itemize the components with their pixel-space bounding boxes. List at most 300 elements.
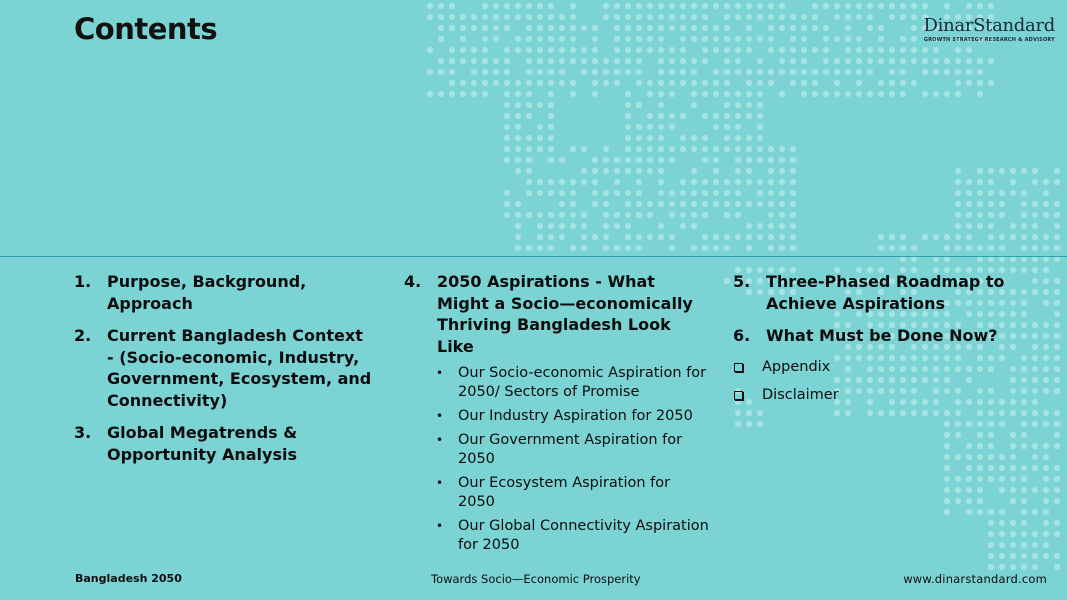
map-dot bbox=[735, 168, 741, 174]
map-dot bbox=[1043, 487, 1049, 493]
map-dot bbox=[449, 91, 455, 97]
footer-website: www.dinarstandard.com bbox=[903, 572, 1047, 586]
map-dot bbox=[669, 201, 675, 207]
map-dot bbox=[636, 3, 642, 9]
map-dot bbox=[746, 168, 752, 174]
map-dot bbox=[603, 223, 609, 229]
map-dot bbox=[977, 3, 983, 9]
contents-item bbox=[74, 422, 374, 465]
map-dot bbox=[746, 113, 752, 119]
map-dot bbox=[834, 91, 840, 97]
map-dot bbox=[548, 212, 554, 218]
map-dot bbox=[1054, 443, 1060, 449]
map-dot bbox=[966, 3, 972, 9]
map-dot bbox=[988, 3, 994, 9]
map-dot bbox=[779, 201, 785, 207]
map-dot bbox=[471, 47, 477, 53]
map-dot bbox=[724, 245, 730, 251]
map-dot bbox=[1032, 245, 1038, 251]
map-dot bbox=[933, 58, 939, 64]
map-dot bbox=[724, 69, 730, 75]
map-dot bbox=[548, 58, 554, 64]
sub-item-label: Our Industry Aspiration for 2050 bbox=[458, 408, 693, 424]
map-dot bbox=[823, 3, 829, 9]
map-dot bbox=[779, 190, 785, 196]
map-dot bbox=[636, 47, 642, 53]
map-dot bbox=[438, 25, 444, 31]
map-dot bbox=[614, 223, 620, 229]
map-dot bbox=[460, 80, 466, 86]
map-dot bbox=[955, 223, 961, 229]
map-dot bbox=[537, 36, 543, 42]
map-dot bbox=[845, 25, 851, 31]
map-dot bbox=[1043, 388, 1049, 394]
map-dot bbox=[746, 245, 752, 251]
map-dot bbox=[570, 36, 576, 42]
map-dot bbox=[570, 223, 576, 229]
map-dot bbox=[779, 3, 785, 9]
map-dot bbox=[801, 58, 807, 64]
map-dot bbox=[636, 14, 642, 20]
map-dot bbox=[548, 146, 554, 152]
map-dot bbox=[988, 476, 994, 482]
map-dot bbox=[779, 212, 785, 218]
map-dot bbox=[1032, 564, 1038, 570]
map-dot bbox=[1043, 454, 1049, 460]
map-dot bbox=[768, 47, 774, 53]
map-dot bbox=[724, 14, 730, 20]
map-dot bbox=[856, 47, 862, 53]
map-dot bbox=[570, 245, 576, 251]
map-dot bbox=[955, 454, 961, 460]
map-dot bbox=[713, 47, 719, 53]
map-dot bbox=[504, 80, 510, 86]
map-dot bbox=[680, 47, 686, 53]
map-dot bbox=[845, 91, 851, 97]
map-dot bbox=[669, 14, 675, 20]
map-dot bbox=[735, 157, 741, 163]
map-dot bbox=[647, 113, 653, 119]
map-dot bbox=[823, 36, 829, 42]
map-dot bbox=[724, 25, 730, 31]
map-dot bbox=[702, 245, 708, 251]
map-dot bbox=[746, 47, 752, 53]
map-dot bbox=[504, 190, 510, 196]
map-dot bbox=[757, 190, 763, 196]
bullet-icon: • bbox=[436, 409, 444, 423]
map-dot bbox=[1054, 278, 1060, 284]
contents-column-1 bbox=[74, 271, 374, 476]
map-dot bbox=[933, 234, 939, 240]
map-dot bbox=[966, 47, 972, 53]
map-dot bbox=[493, 80, 499, 86]
map-dot bbox=[702, 135, 708, 141]
map-dot bbox=[669, 113, 675, 119]
map-dot bbox=[1021, 542, 1027, 548]
map-dot bbox=[1054, 520, 1060, 526]
map-dot bbox=[559, 47, 565, 53]
map-dot bbox=[592, 47, 598, 53]
map-dot bbox=[482, 47, 488, 53]
map-dot bbox=[735, 135, 741, 141]
map-dot bbox=[724, 3, 730, 9]
map-dot bbox=[581, 245, 587, 251]
map-dot bbox=[735, 91, 741, 97]
map-dot bbox=[515, 234, 521, 240]
map-dot bbox=[955, 432, 961, 438]
map-dot bbox=[1054, 366, 1060, 372]
map-dot bbox=[460, 47, 466, 53]
map-dot bbox=[438, 3, 444, 9]
map-dot bbox=[977, 69, 983, 75]
map-dot bbox=[1032, 234, 1038, 240]
map-dot bbox=[1010, 498, 1016, 504]
map-dot bbox=[438, 14, 444, 20]
map-dot bbox=[735, 421, 741, 427]
map-dot bbox=[537, 25, 543, 31]
map-dot bbox=[790, 245, 796, 251]
map-dot bbox=[603, 201, 609, 207]
map-dot bbox=[757, 201, 763, 207]
map-dot bbox=[625, 14, 631, 20]
map-dot bbox=[856, 80, 862, 86]
map-dot bbox=[746, 146, 752, 152]
map-dot bbox=[757, 3, 763, 9]
map-dot bbox=[625, 91, 631, 97]
map-dot bbox=[460, 14, 466, 20]
map-dot bbox=[548, 102, 554, 108]
map-dot bbox=[625, 146, 631, 152]
map-dot bbox=[1032, 542, 1038, 548]
map-dot bbox=[592, 168, 598, 174]
map-dot bbox=[988, 190, 994, 196]
map-dot bbox=[559, 234, 565, 240]
map-dot bbox=[647, 3, 653, 9]
map-dot bbox=[603, 190, 609, 196]
map-dot bbox=[988, 542, 994, 548]
map-dot bbox=[999, 168, 1005, 174]
map-dot bbox=[526, 3, 532, 9]
map-dot bbox=[482, 91, 488, 97]
map-dot bbox=[1054, 201, 1060, 207]
map-dot bbox=[680, 80, 686, 86]
map-dot bbox=[790, 168, 796, 174]
map-dot bbox=[614, 80, 620, 86]
map-dot bbox=[735, 212, 741, 218]
map-dot bbox=[515, 36, 521, 42]
map-dot bbox=[471, 25, 477, 31]
map-dot bbox=[735, 3, 741, 9]
map-dot bbox=[999, 564, 1005, 570]
map-dot bbox=[1043, 322, 1049, 328]
map-dot bbox=[1043, 355, 1049, 361]
map-dot bbox=[1010, 520, 1016, 526]
map-dot bbox=[680, 3, 686, 9]
map-dot bbox=[526, 212, 532, 218]
map-dot bbox=[1010, 443, 1016, 449]
map-dot bbox=[680, 201, 686, 207]
map-dot bbox=[526, 25, 532, 31]
map-dot bbox=[482, 14, 488, 20]
map-dot bbox=[977, 498, 983, 504]
map-dot bbox=[999, 553, 1005, 559]
disclaimer-item bbox=[733, 386, 1033, 405]
map-dot bbox=[933, 91, 939, 97]
map-dot bbox=[735, 234, 741, 240]
map-dot bbox=[647, 212, 653, 218]
map-dot bbox=[548, 157, 554, 163]
map-dot bbox=[636, 69, 642, 75]
map-dot bbox=[1032, 531, 1038, 537]
map-dot bbox=[603, 234, 609, 240]
sub-item bbox=[436, 474, 709, 512]
map-dot bbox=[988, 245, 994, 251]
map-dot bbox=[812, 80, 818, 86]
map-dot bbox=[614, 14, 620, 20]
map-dot bbox=[1043, 410, 1049, 416]
map-dot bbox=[823, 91, 829, 97]
map-dot bbox=[966, 234, 972, 240]
map-dot bbox=[801, 69, 807, 75]
map-dot bbox=[614, 190, 620, 196]
appendix-item bbox=[733, 358, 1033, 377]
map-dot bbox=[581, 25, 587, 31]
map-dot bbox=[999, 509, 1005, 515]
map-dot bbox=[1054, 311, 1060, 317]
map-dot bbox=[768, 223, 774, 229]
map-dot bbox=[559, 179, 565, 185]
map-dot bbox=[526, 47, 532, 53]
map-dot bbox=[845, 36, 851, 42]
map-dot bbox=[977, 476, 983, 482]
contents-item bbox=[74, 271, 374, 314]
map-dot bbox=[625, 113, 631, 119]
map-dot bbox=[526, 80, 532, 86]
map-dot bbox=[878, 36, 884, 42]
map-dot bbox=[581, 223, 587, 229]
map-dot bbox=[647, 157, 653, 163]
map-dot bbox=[724, 201, 730, 207]
map-dot bbox=[955, 234, 961, 240]
map-dot bbox=[812, 3, 818, 9]
map-dot bbox=[515, 168, 521, 174]
map-dot bbox=[779, 234, 785, 240]
map-dot bbox=[625, 168, 631, 174]
map-dot bbox=[526, 58, 532, 64]
map-dot bbox=[779, 168, 785, 174]
map-dot bbox=[669, 212, 675, 218]
map-dot bbox=[955, 476, 961, 482]
map-dot bbox=[1054, 333, 1060, 339]
map-dot bbox=[988, 58, 994, 64]
map-dot bbox=[867, 58, 873, 64]
map-dot bbox=[471, 80, 477, 86]
map-dot bbox=[537, 80, 543, 86]
map-dot bbox=[702, 146, 708, 152]
map-dot bbox=[944, 69, 950, 75]
map-dot bbox=[559, 212, 565, 218]
map-dot bbox=[658, 190, 664, 196]
map-dot bbox=[427, 14, 433, 20]
map-dot bbox=[746, 102, 752, 108]
map-dot bbox=[1054, 553, 1060, 559]
map-dot bbox=[713, 124, 719, 130]
map-dot bbox=[603, 157, 609, 163]
map-dot bbox=[636, 80, 642, 86]
map-dot bbox=[669, 58, 675, 64]
map-dot bbox=[1054, 465, 1060, 471]
map-dot bbox=[878, 25, 884, 31]
map-dot bbox=[438, 91, 444, 97]
map-dot bbox=[1043, 289, 1049, 295]
map-dot bbox=[1054, 531, 1060, 537]
map-dot bbox=[944, 476, 950, 482]
map-dot bbox=[647, 124, 653, 130]
map-dot bbox=[757, 179, 763, 185]
map-dot bbox=[526, 190, 532, 196]
map-dot bbox=[746, 80, 752, 86]
map-dot bbox=[955, 69, 961, 75]
map-dot bbox=[1032, 443, 1038, 449]
map-dot bbox=[702, 234, 708, 240]
map-dot bbox=[581, 69, 587, 75]
map-dot bbox=[900, 58, 906, 64]
sub-item-label: Our Socio-economic Aspiration for 2050/ Sectors of Promise bbox=[458, 365, 707, 400]
map-dot bbox=[702, 80, 708, 86]
dinarstandard-logo bbox=[924, 16, 1056, 43]
map-dot bbox=[636, 168, 642, 174]
map-dot bbox=[603, 80, 609, 86]
map-dot bbox=[1043, 300, 1049, 306]
map-dot bbox=[955, 91, 961, 97]
map-dot bbox=[889, 80, 895, 86]
map-dot bbox=[955, 487, 961, 493]
map-dot bbox=[592, 69, 598, 75]
item-title: Purpose, Background, Approach bbox=[107, 272, 307, 313]
map-dot bbox=[790, 179, 796, 185]
map-dot bbox=[581, 47, 587, 53]
map-dot bbox=[790, 14, 796, 20]
logo-tagline: GROWTH STRATEGY RESEARCH & ADVISORY bbox=[923, 37, 1055, 43]
map-dot bbox=[790, 146, 796, 152]
map-dot bbox=[757, 421, 763, 427]
map-dot bbox=[746, 14, 752, 20]
map-dot bbox=[966, 212, 972, 218]
map-dot bbox=[636, 102, 642, 108]
map-dot bbox=[636, 234, 642, 240]
map-dot bbox=[746, 135, 752, 141]
map-dot bbox=[966, 487, 972, 493]
map-dot bbox=[966, 190, 972, 196]
map-dot bbox=[988, 454, 994, 460]
map-dot bbox=[944, 443, 950, 449]
map-dot bbox=[790, 234, 796, 240]
map-dot bbox=[790, 212, 796, 218]
map-dot bbox=[471, 58, 477, 64]
map-dot bbox=[966, 179, 972, 185]
map-dot bbox=[614, 58, 620, 64]
sub-item-label: Our Ecosystem Aspiration for 2050 bbox=[458, 475, 671, 510]
map-dot bbox=[779, 58, 785, 64]
map-dot bbox=[1010, 432, 1016, 438]
map-dot bbox=[1043, 344, 1049, 350]
map-dot bbox=[1021, 476, 1027, 482]
map-dot bbox=[878, 58, 884, 64]
map-dot bbox=[702, 47, 708, 53]
map-dot bbox=[779, 69, 785, 75]
map-dot bbox=[922, 69, 928, 75]
map-dot bbox=[768, 36, 774, 42]
map-dot bbox=[988, 520, 994, 526]
map-dot bbox=[592, 36, 598, 42]
map-dot bbox=[779, 179, 785, 185]
map-dot bbox=[724, 47, 730, 53]
map-dot bbox=[614, 47, 620, 53]
map-dot bbox=[537, 58, 543, 64]
map-dot bbox=[1043, 333, 1049, 339]
contents-item bbox=[74, 325, 374, 411]
map-dot bbox=[702, 157, 708, 163]
map-dot bbox=[1032, 168, 1038, 174]
map-dot bbox=[647, 14, 653, 20]
map-dot bbox=[515, 113, 521, 119]
map-dot bbox=[911, 58, 917, 64]
map-dot bbox=[1021, 234, 1027, 240]
map-dot bbox=[889, 58, 895, 64]
map-dot bbox=[559, 190, 565, 196]
map-dot bbox=[625, 47, 631, 53]
map-dot bbox=[955, 47, 961, 53]
map-dot bbox=[845, 3, 851, 9]
map-dot bbox=[823, 47, 829, 53]
map-dot bbox=[1043, 465, 1049, 471]
map-dot bbox=[625, 69, 631, 75]
map-dot bbox=[592, 80, 598, 86]
map-dot bbox=[614, 157, 620, 163]
map-dot bbox=[812, 69, 818, 75]
contents-item bbox=[733, 271, 1033, 314]
map-dot bbox=[988, 564, 994, 570]
map-dot bbox=[680, 190, 686, 196]
map-dot bbox=[1043, 190, 1049, 196]
map-dot bbox=[944, 234, 950, 240]
map-dot bbox=[1054, 300, 1060, 306]
map-dot bbox=[977, 58, 983, 64]
map-dot bbox=[537, 190, 543, 196]
map-dot bbox=[713, 157, 719, 163]
map-dot bbox=[977, 432, 983, 438]
map-dot bbox=[504, 124, 510, 130]
map-dot bbox=[878, 47, 884, 53]
map-dot bbox=[801, 80, 807, 86]
map-dot bbox=[691, 14, 697, 20]
map-dot bbox=[757, 58, 763, 64]
map-dot bbox=[548, 36, 554, 42]
map-dot bbox=[1021, 245, 1027, 251]
map-dot bbox=[746, 234, 752, 240]
map-dot bbox=[933, 47, 939, 53]
map-dot bbox=[724, 80, 730, 86]
map-dot bbox=[1054, 476, 1060, 482]
map-dot bbox=[548, 80, 554, 86]
map-dot bbox=[647, 36, 653, 42]
map-dot bbox=[537, 14, 543, 20]
map-dot bbox=[713, 201, 719, 207]
map-dot bbox=[647, 47, 653, 53]
map-dot bbox=[625, 245, 631, 251]
map-dot bbox=[548, 223, 554, 229]
map-dot bbox=[988, 168, 994, 174]
